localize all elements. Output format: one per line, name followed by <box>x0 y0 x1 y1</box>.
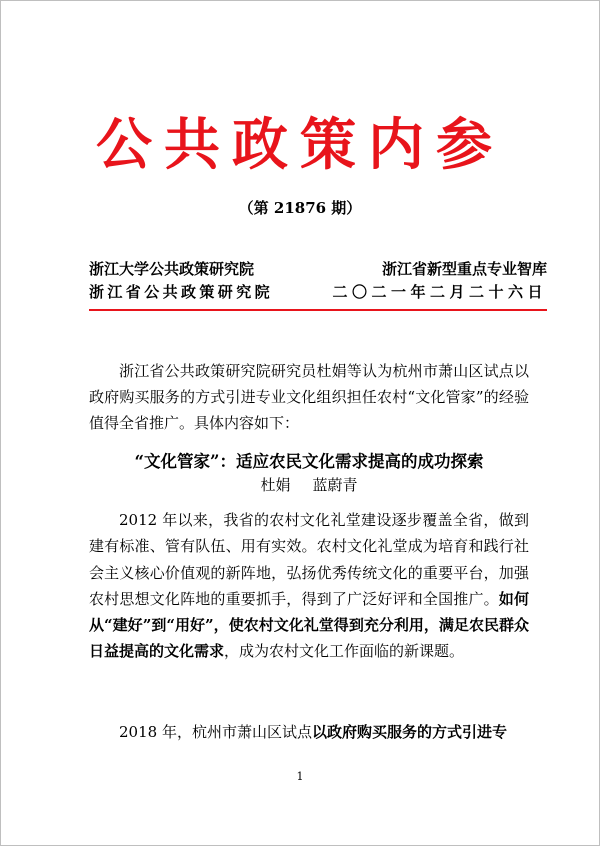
paragraph-text: 2018 年，杭州市萧山区试点 <box>119 723 312 741</box>
author-name: 蓝蔚青 <box>312 476 358 494</box>
page-number: 1 <box>296 770 304 783</box>
body-paragraph-1 <box>89 507 529 665</box>
org-name-left-2: 浙江省公共政策研究院 <box>89 283 274 301</box>
masthead-title: 公共政策内参 <box>96 112 504 178</box>
paragraph-text: 2012 年以来，我省的农村文化礼堂建设逐步覆盖全省，做到建有标准、管有队伍、用有实效。农村文化礼堂成为培育和践行社会主义核心价值观的新阵地，弘扬优秀传统文化的重要平台，加强农村思想文化阵地的重要抓手，得到了广泛好评和全国推广。 <box>89 511 529 608</box>
paragraph-emphasis: 以政府购买服务的方式引进专 <box>311 723 507 741</box>
issue-number: （第 21876 期） <box>238 199 362 217</box>
red-divider <box>89 309 547 311</box>
issue-date: 二〇二一年二月二十六日 <box>332 283 547 301</box>
org-name-right: 浙江省新型重点专业智库 <box>381 260 547 278</box>
paragraph-emphasis: 如何从“建好”到“用好”，使农村文化礼堂得到充分利用，满足农民群众日益提高的文化需求 <box>89 589 529 661</box>
body-paragraph-2 <box>89 719 529 745</box>
org-name-left: 浙江大学公共政策研究院 <box>89 260 255 278</box>
paragraph-text: ，成为农村文化工作面临的新课题。 <box>224 642 465 661</box>
article-authors <box>89 475 529 495</box>
article-title: “文化管家”：适应农民文化需求提高的成功探索 <box>134 452 484 471</box>
author-name: 杜娟 <box>260 476 291 494</box>
intro-paragraph: 浙江省公共政策研究院研究员杜娟等认为杭州市萧山区试点以政府购买服务的方式引进专业文化组织担任农村“文化管家”的经验值得全省推广。具体内容如下： <box>89 362 529 432</box>
